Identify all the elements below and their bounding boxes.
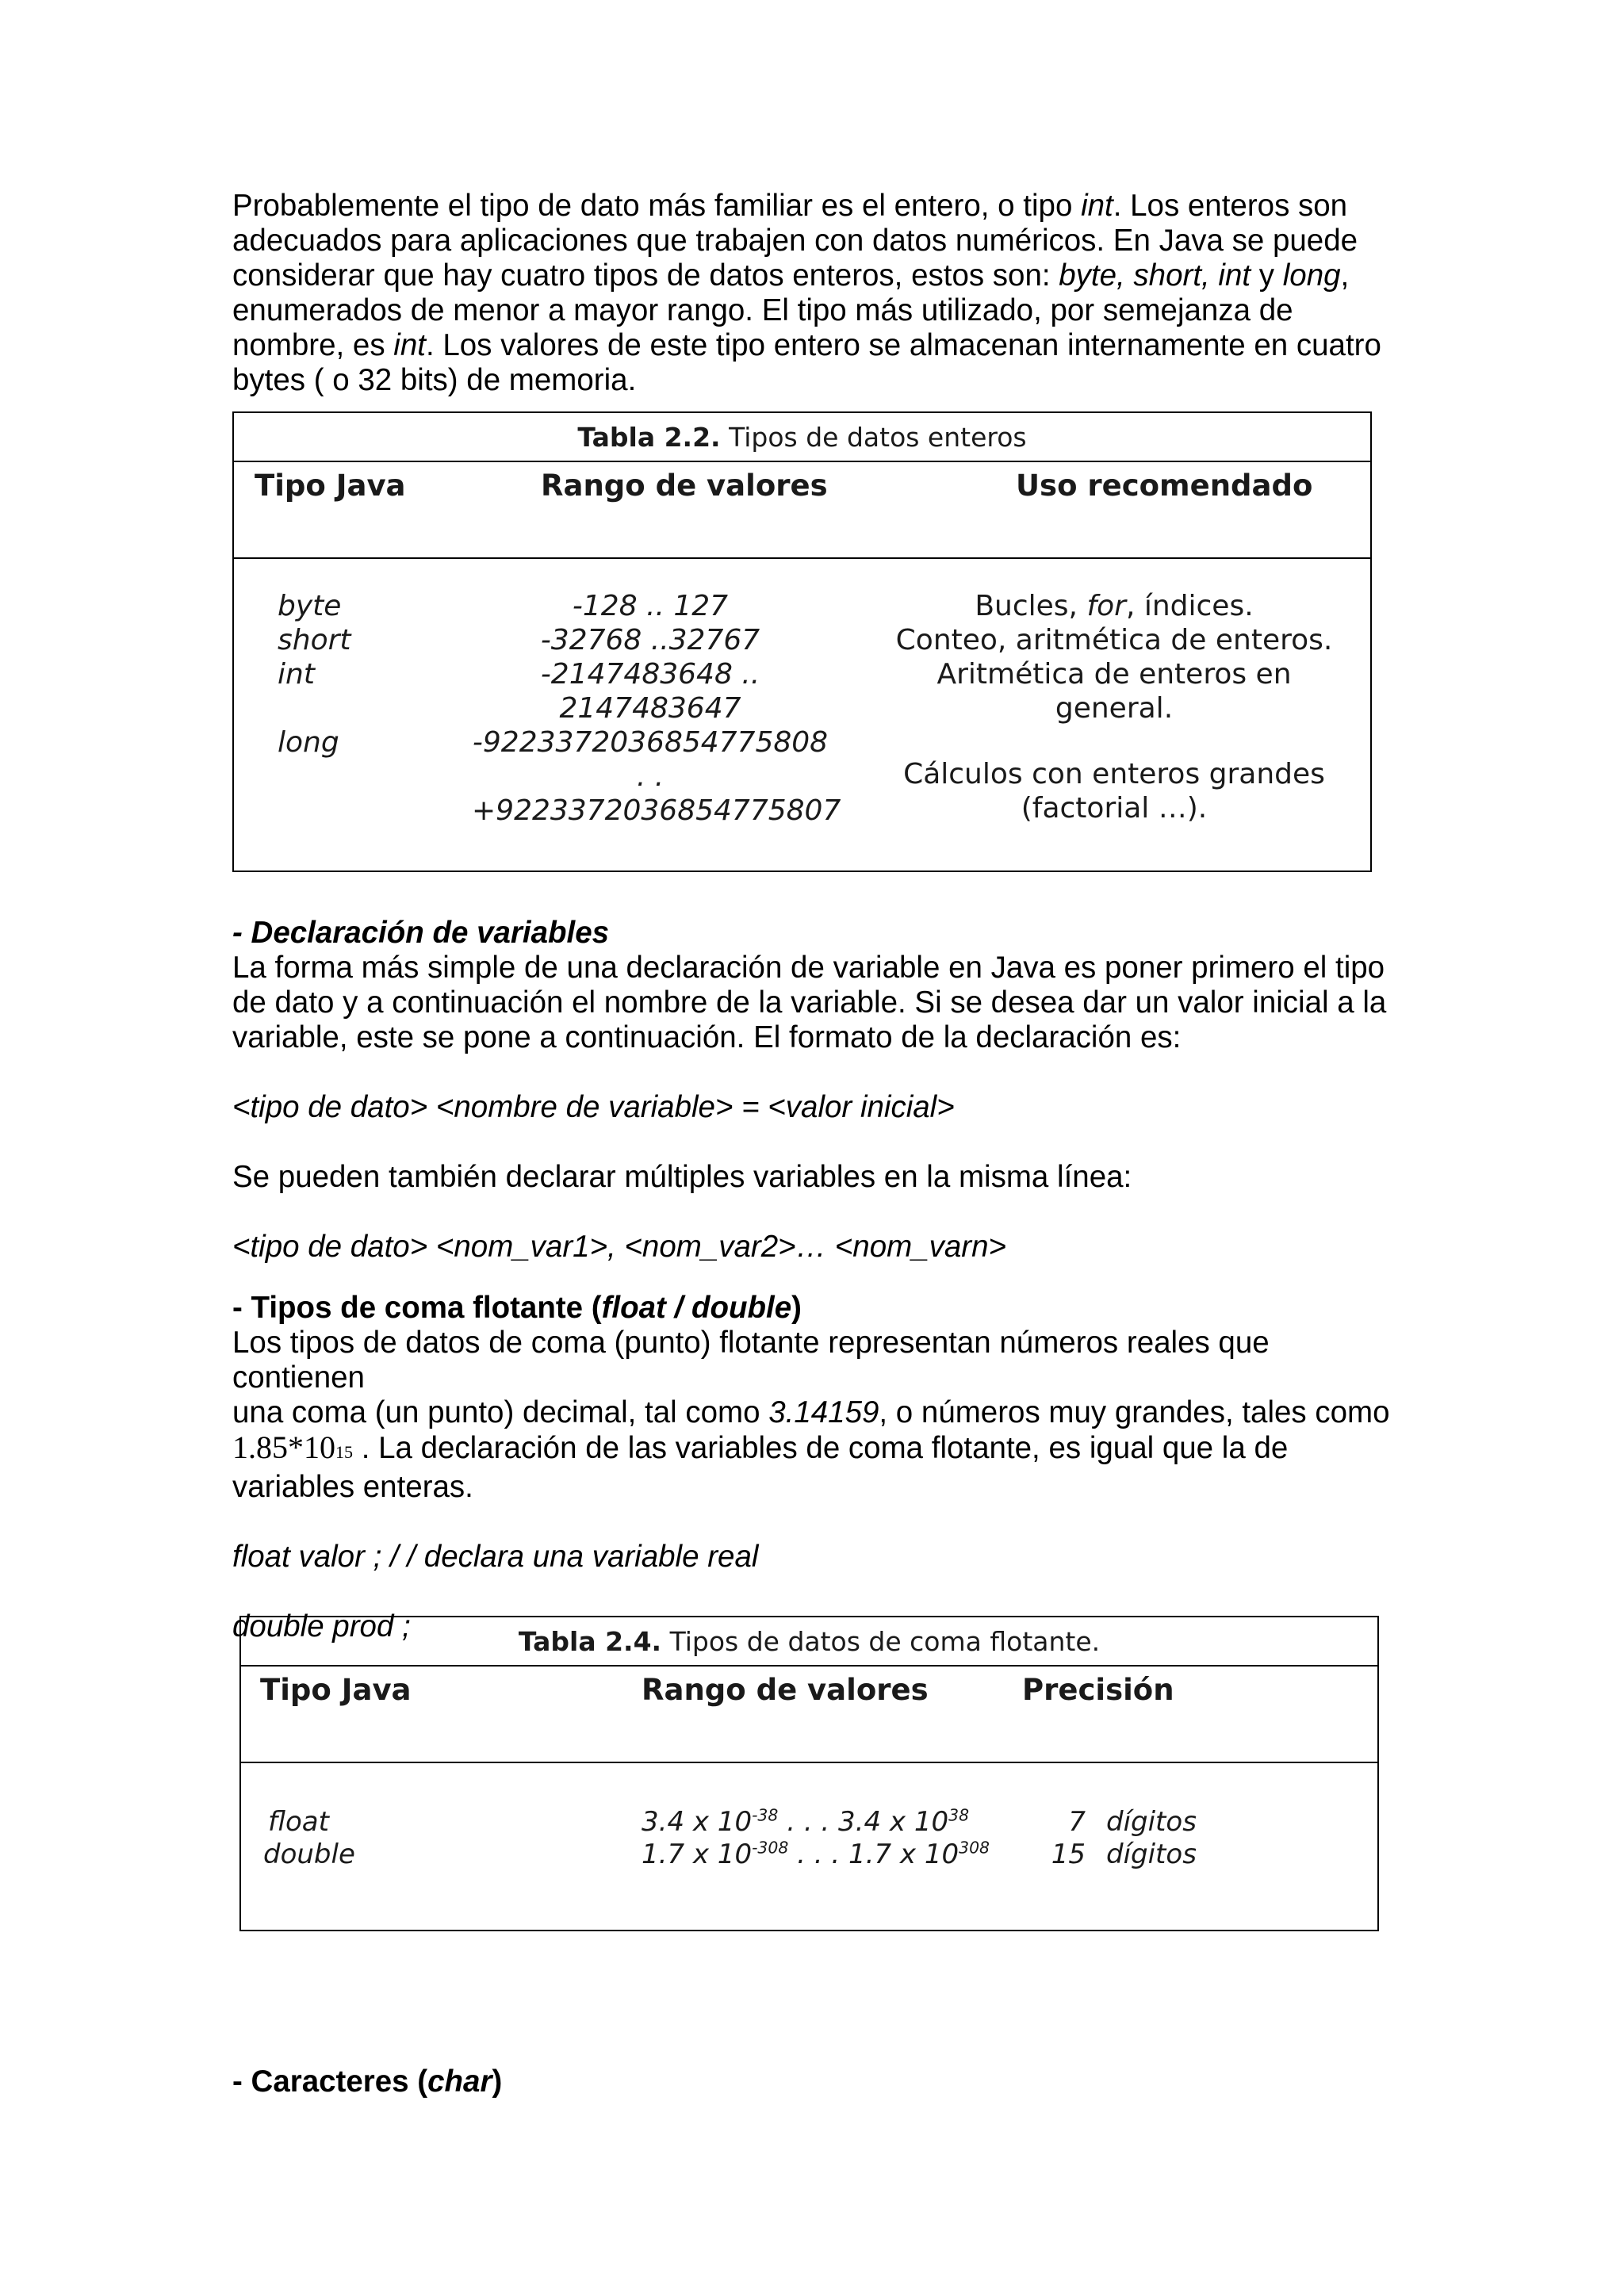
text: adecuados para aplicaciones que trabajen con datos numéricos. En Java se puede [232, 224, 1358, 258]
intro-line [232, 328, 1398, 363]
text: nombre, es [232, 328, 394, 362]
table-caption [234, 413, 1370, 462]
text: bytes ( o 32 bits) de memoria. [232, 363, 637, 397]
intro-line [232, 189, 1398, 224]
intro-line [232, 363, 1398, 398]
uso-line [884, 589, 1344, 623]
header-uso: Uso recomendado [1016, 469, 1313, 503]
text: float valor ; / / declara una variable real [232, 1540, 759, 1574]
text: - Tipos de coma flotante ( [232, 1291, 602, 1325]
text: ) [791, 1291, 802, 1325]
range-value: . . [636, 760, 665, 793]
exponent: -308 [752, 1838, 789, 1858]
text: 3.4 x 10 [642, 1806, 753, 1838]
intro-paragraph [232, 189, 1398, 398]
text: dígitos [1106, 1806, 1197, 1838]
caracteres-section [232, 2064, 1398, 2099]
header-rango: Rango de valores [541, 469, 828, 503]
exponent: 308 [959, 1838, 990, 1858]
range-column [472, 589, 841, 828]
text: float / double [601, 1291, 792, 1325]
range-column [642, 1806, 990, 1871]
type-double: double [263, 1839, 355, 1870]
text: ) [492, 2064, 503, 2099]
text: , índices. [1125, 590, 1254, 622]
flotante-section [232, 1291, 1398, 1644]
precision-double [1030, 1839, 1197, 1871]
paragraph-line: variables enteras. [232, 1470, 473, 1504]
text: for [1086, 590, 1126, 622]
type-column [263, 1806, 355, 1871]
uso-line: (factorial …). [1021, 792, 1208, 825]
caption-text: Tipos de datos enteros [720, 422, 1027, 453]
type-long: long [278, 726, 339, 759]
text: , [1340, 258, 1350, 293]
uso-line: general. [1055, 692, 1174, 725]
uso-line: Conteo, aritmética de enteros. [895, 624, 1333, 656]
text: considerar que hay cuatro tipos de datos enteros, estos son: [232, 258, 1059, 293]
type-float: float [268, 1806, 329, 1838]
text: . La declaración de las variables de coma flotante, es igual que la de [353, 1431, 1289, 1465]
range-double [642, 1839, 990, 1871]
range-float [642, 1806, 990, 1839]
uso-line: Aritmética de enteros en [936, 658, 1292, 691]
caption-text: Tipos de datos de coma flotante. [661, 1626, 1101, 1657]
code-line [232, 1540, 1398, 1575]
paragraph-line [232, 1430, 1398, 1470]
paragraph-line: Los tipos de datos de coma (punto) flotante representan números reales que contienen [232, 1326, 1270, 1395]
uso-column [884, 589, 1344, 825]
type-byte: byte [278, 590, 342, 622]
text: byte, short, int [1059, 258, 1251, 293]
text: Bucles, [975, 590, 1087, 622]
header-tipo-java: Tipo Java [255, 469, 406, 503]
text: . Los valores de este tipo entero se almacenan internamente en cuatro [425, 328, 1381, 362]
exponent: -38 [752, 1805, 779, 1825]
header-precision: Precisión [1022, 1673, 1174, 1707]
range-value: -32768 ..32767 [540, 624, 760, 656]
float-types-table [239, 1616, 1379, 1931]
text: 15 [1051, 1839, 1086, 1870]
header-tipo-java: Tipo Java [260, 1673, 412, 1707]
text: . . . 1.7 x 10 [788, 1839, 959, 1870]
text: int [393, 328, 426, 362]
intro-line [232, 258, 1398, 293]
text: . . . 3.4 x 10 [778, 1806, 949, 1838]
text: 1.85*10 [232, 1429, 335, 1465]
text: <tipo de dato> <nombre de variable> = <valor inicial> [232, 1090, 955, 1124]
integer-types-table [232, 411, 1372, 872]
section-heading [232, 1291, 1398, 1326]
paragraph-line: La forma más simple de una declaración de variable en Java es poner primero el tipo [232, 951, 1385, 985]
text: int [1081, 189, 1113, 223]
text: char [427, 2064, 492, 2099]
paragraph-line: Se pueden también declarar múltiples variables en la misma línea: [232, 1160, 1132, 1194]
table-header-row [241, 1665, 1377, 1763]
text: , o números muy grandes, tales como [879, 1395, 1390, 1429]
header-rango: Rango de valores [642, 1673, 929, 1707]
declaration-format [232, 1090, 1398, 1125]
precision-column [1030, 1806, 1197, 1871]
text: . Los enteros son [1113, 189, 1348, 223]
intro-line [232, 293, 1398, 328]
type-short: short [278, 624, 351, 656]
text: long [1282, 258, 1341, 293]
type-int: int [278, 658, 315, 691]
paragraph-line: de dato y a continuación el nombre de la variable. Si se desea dar un valor inicial a la [232, 985, 1387, 1020]
paragraph-line [232, 1395, 1398, 1430]
range-value: -9223372036854775808 [472, 726, 829, 759]
intro-line [232, 224, 1398, 258]
text: 15 [335, 1442, 353, 1462]
text: enumerados de menor a mayor rango. El tipo más utilizado, por semejanza de [232, 293, 1293, 327]
text: y [1251, 258, 1283, 293]
precision-float [1030, 1806, 1197, 1839]
caption-label: Tabla 2.4. [518, 1626, 662, 1657]
caption-label: Tabla 2.2. [577, 422, 721, 453]
text: <tipo de dato> <nom_var1>, <nom_var2>… <nom_varn> [232, 1230, 1006, 1264]
table-header-row [234, 461, 1370, 559]
text: - Declaración de variables [232, 916, 610, 950]
text: double prod ; [232, 1609, 411, 1644]
text: una coma (un punto) decimal, tal como [232, 1395, 769, 1429]
table-caption [241, 1617, 1377, 1667]
range-value: +9223372036854775807 [472, 794, 841, 827]
range-value: -128 .. 127 [572, 590, 729, 622]
text: Probablemente el tipo de dato más familiar es el entero, o tipo [232, 189, 1082, 223]
multi-declaration-format [232, 1230, 1398, 1265]
text: 3.14159 [768, 1395, 879, 1429]
text: dígitos [1106, 1839, 1197, 1870]
paragraph-line: variable, este se pone a continuación. El formato de la declaración es: [232, 1020, 1182, 1054]
type-column [278, 589, 351, 760]
section-heading [232, 916, 1398, 951]
text: 7 [1068, 1806, 1086, 1838]
exponent: 38 [948, 1805, 970, 1825]
text: - Caracteres ( [232, 2064, 428, 2099]
range-value: -2147483648 .. [540, 658, 760, 691]
declaracion-section [232, 916, 1398, 1265]
section-heading [232, 2064, 1398, 2099]
range-value: 2147483647 [559, 692, 741, 725]
text: 1.7 x 10 [642, 1839, 753, 1870]
uso-line: Cálculos con enteros grandes [903, 758, 1325, 790]
